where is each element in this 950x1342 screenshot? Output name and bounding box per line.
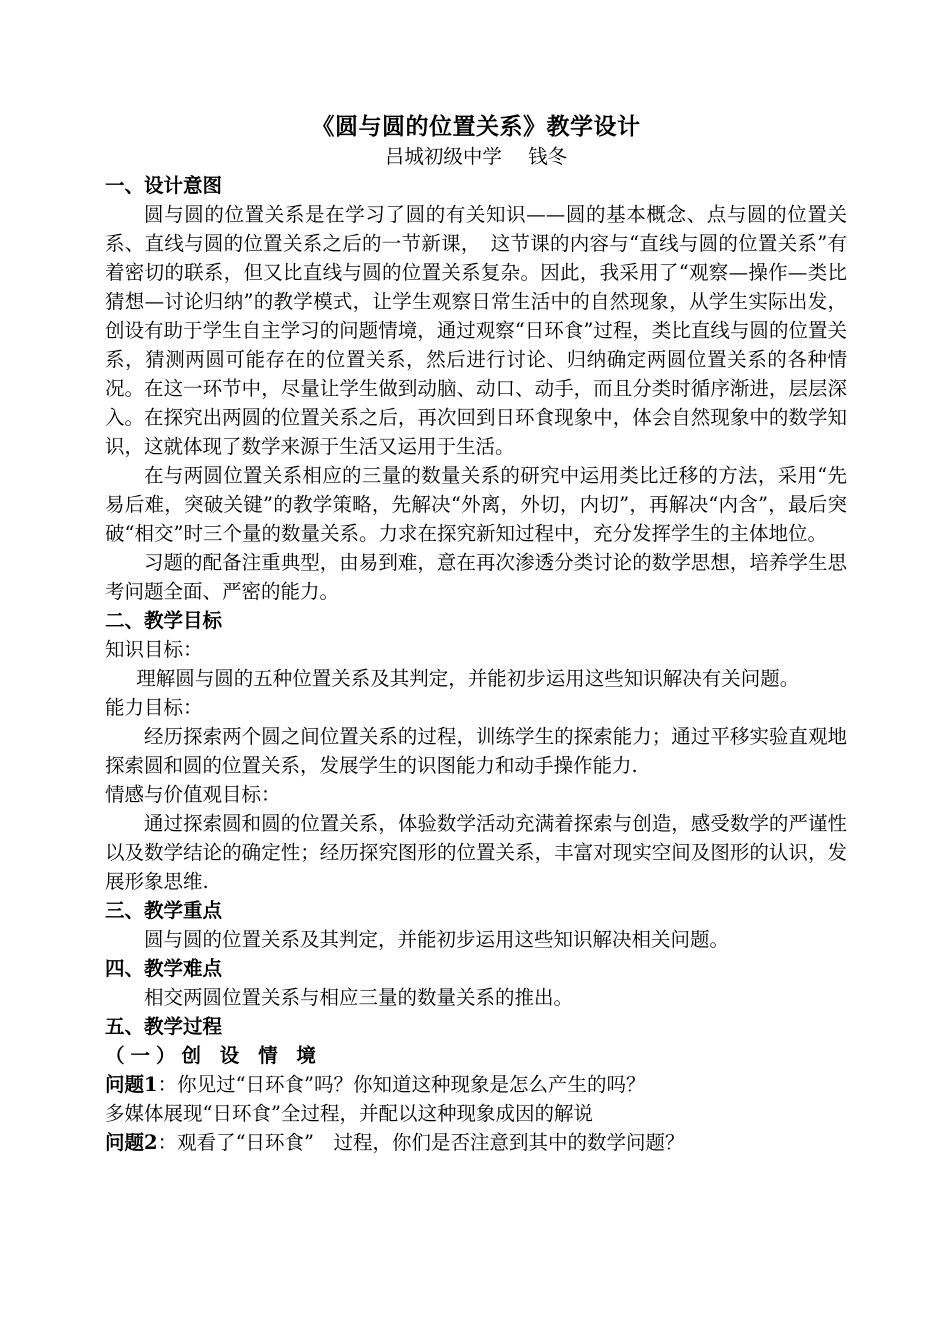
- paragraph: 圆与圆的位置关系及其判定，并能初步运用这些知识解决相关问题。: [144, 928, 730, 951]
- question-2-text: ：观看了“日环食” 过程，你们是否注意到其中的数学问题？: [157, 1131, 685, 1154]
- question-2: [105, 1128, 847, 1157]
- author-line: [105, 142, 847, 171]
- paragraph: 通过探索圆和圆的位置关系，体验数学活动充满着探索与创造，感受数学的严谨性以及数学结论的确定性；经历探究图形的位置关系，丰富对现实空间及图形的认识，发展形象思维.: [105, 812, 847, 893]
- document-title: 《圆与圆的位置关系》教学设计: [311, 113, 641, 140]
- subsection-heading: （一）创 设 情 境: [105, 1044, 322, 1067]
- paragraph: 多媒体展现“日环食”全过程，并配以这种现象成因的解说: [105, 1102, 593, 1125]
- question-1: [105, 1070, 847, 1099]
- goal-label-emotion: 情感与价值观目标：: [105, 783, 281, 806]
- paragraph: 经历探索两个圆之间位置关系的过程，训练学生的探索能力；通过平移实验直观地探索圆和圆的位置关系，发展学生的识图能力和动手操作能力.: [105, 725, 847, 777]
- author-name: 钱冬: [528, 145, 568, 168]
- question-1-text: ：你见过“日环食”吗？你知道这种现象是怎么产生的吗？: [157, 1073, 646, 1096]
- section-heading-difficulties: 四、教学难点: [105, 957, 223, 980]
- paragraph: 圆与圆的位置关系是在学习了圆的有关知识——圆的基本概念、点与圆的位置关系、直线与圆的位置关系之后的一节新课， 这节课的内容与“直线与圆的位置关系”有着密切的联系，但又比直线与圆的位置关系复杂。因此，我采用了“观察—操作—类比猜想—讨论归纳”的教学模式，让学生观察日常生活中的自然现象，从学生实际出发，创设有助于学生自主学习的问题情境，通过观察“日环食”过程，类比直线与圆的位置关系，猜测两圆可能存在的位置关系，然后进行讨论、归纳确定两圆位置关系的各种情况。在这一环节中，尽量让学生做到动脑、动口、动手，而且分类时循序渐进，层层深入。在探究出两圆的位置关系之后，再次回到日环食现象中，体会自然现象中的数学知识，这就体现了数学来源于生活又运用于生活。: [105, 203, 847, 458]
- section-heading-process: 五、教学过程: [105, 1015, 223, 1038]
- question-1-label: 问题1: [105, 1073, 158, 1096]
- paragraph: 习题的配备注重典型，由易到难，意在再次渗透分类讨论的数学思想，培养学生思考问题全面、严密的能力。: [105, 551, 847, 603]
- school-name: 吕城初级中学: [384, 145, 502, 168]
- goal-label-knowledge: 知识目标：: [105, 638, 203, 661]
- section-heading-design-intent: 一、设计意图: [105, 174, 223, 197]
- question-2-label: 问题2: [105, 1131, 158, 1154]
- document-page: [105, 112, 847, 1157]
- section-heading-key-points: 三、教学重点: [105, 899, 223, 922]
- paragraph: 相交两圆位置关系与相应三量的数量关系的推出。: [144, 986, 574, 1009]
- paragraph: 在与两圆位置关系相应的三量的数量关系的研究中运用类比迁移的方法，采用“先易后难，突破关键”的教学策略，先解决“外离，外切，内切”，再解决“内含”，最后突破“相交”时三个量的数量关系。力求在探究新知过程中，充分发挥学生的主体地位。: [105, 464, 847, 545]
- section-heading-goals: 二、教学目标: [105, 609, 223, 632]
- paragraph: 理解圆与圆的五种位置关系及其判定，并能初步运用这些知识解决有关问题。: [136, 667, 800, 690]
- goal-label-ability: 能力目标：: [105, 696, 203, 719]
